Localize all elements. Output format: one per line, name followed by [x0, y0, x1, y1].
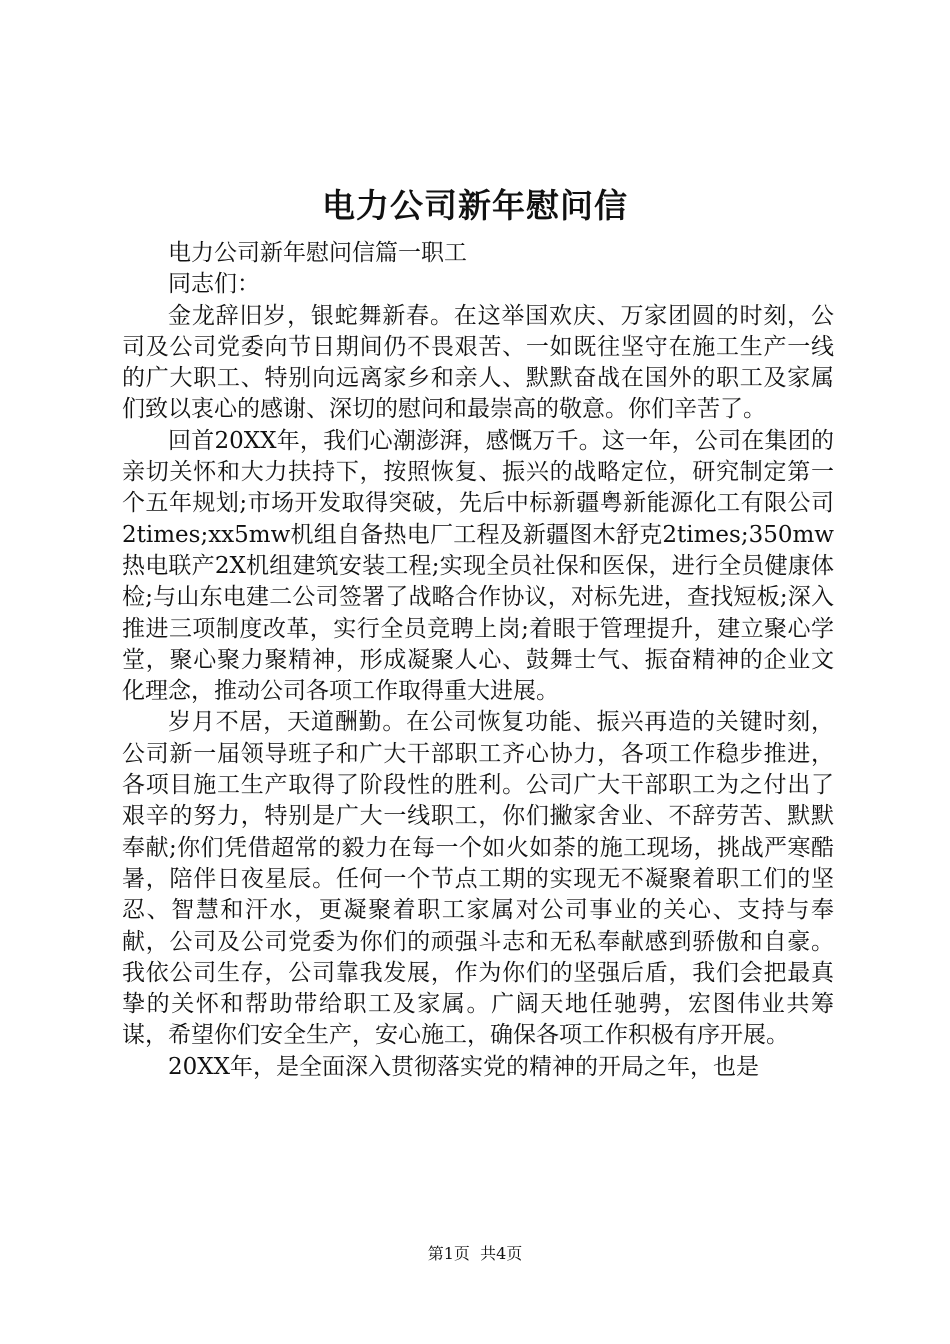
salutation-paragraph: 同志们： — [168, 271, 260, 298]
page-footer — [0, 1243, 950, 1265]
document-title: 电力公司新年慰问信 — [322, 186, 628, 225]
body-paragraph: 岁月不居，天道酬勤。在公司恢复功能、振兴再造的关键时刻，公司新一届领导班子和广大干部职工齐心协力，各项工作稳步推进，各项目施工生产取得了阶段性的胜利。公司广大干部职工为之付出了艰辛的努力，特别是广大一线职工，你们撇家舍业、不辞劳苦、默默奉献;你们凭借超常的毅力在每一个如火如荼的施工现场，挑战严寒酷暑，陪伴日夜星辰。任何一个节点工期的实现无不凝聚着职工们的坚忍、智慧和汗水，更凝聚着职工家属对公司事业的关心、支持与奉献，公司及公司党委为你们的顽强斗志和无私奉献感到骄傲和自豪。我依公司生存，公司靠我发展，作为你们的坚强后盾，我们会把最真挚的关怀和帮助带给职工及家属。广阔天地任驰骋，宏图伟业共筹谋，希望你们安全生产，安心施工，确保各项工作积极有序开展。 — [122, 709, 834, 1049]
page-number-label: 第1页 共4页 — [427, 1244, 523, 1263]
body-paragraph: 20XX年，是全面深入贯彻落实党的精神的开局之年，也是 — [168, 1053, 760, 1080]
body-paragraph: 回首20XX年，我们心潮澎湃，感慨万千。这一年，公司在集团的亲切关怀和大力扶持下，按照恢复、振兴的战略定位，研究制定第一个五年规划;市场开发取得突破，先后中标新疆粤新能源化工有限公司2times;xx5mw机组自备热电厂工程及新疆图木舒克2times;350mw热电联产2X机组建筑安装工程;实现全员社保和医保，进行全员健康体检;与山东电建二公司签署了战略合作协议，对标先进，查找短板;深入推进三项制度改革，实行全员竞聘上岗;着眼于管理提升，建立聚心学堂，聚心聚力聚精神，形成凝聚人心、鼓舞士气、振奋精神的企业文化理念，推动公司各项工作取得重大进展。 — [122, 427, 834, 705]
body-paragraph: 金龙辞旧岁，银蛇舞新春。在这举国欢庆、万家团圆的时刻，公司及公司党委向节日期间仍不畏艰苦、一如既往坚守在施工生产一线的广大职工、特别向远离家乡和亲人、默默奋战在国外的职工及家属们致以衷心的感谢、深切的慰问和最崇高的敬意。你们辛苦了。 — [122, 302, 834, 423]
document-body — [122, 238, 834, 1083]
subtitle-paragraph: 电力公司新年慰问信篇一职工 — [168, 240, 467, 266]
